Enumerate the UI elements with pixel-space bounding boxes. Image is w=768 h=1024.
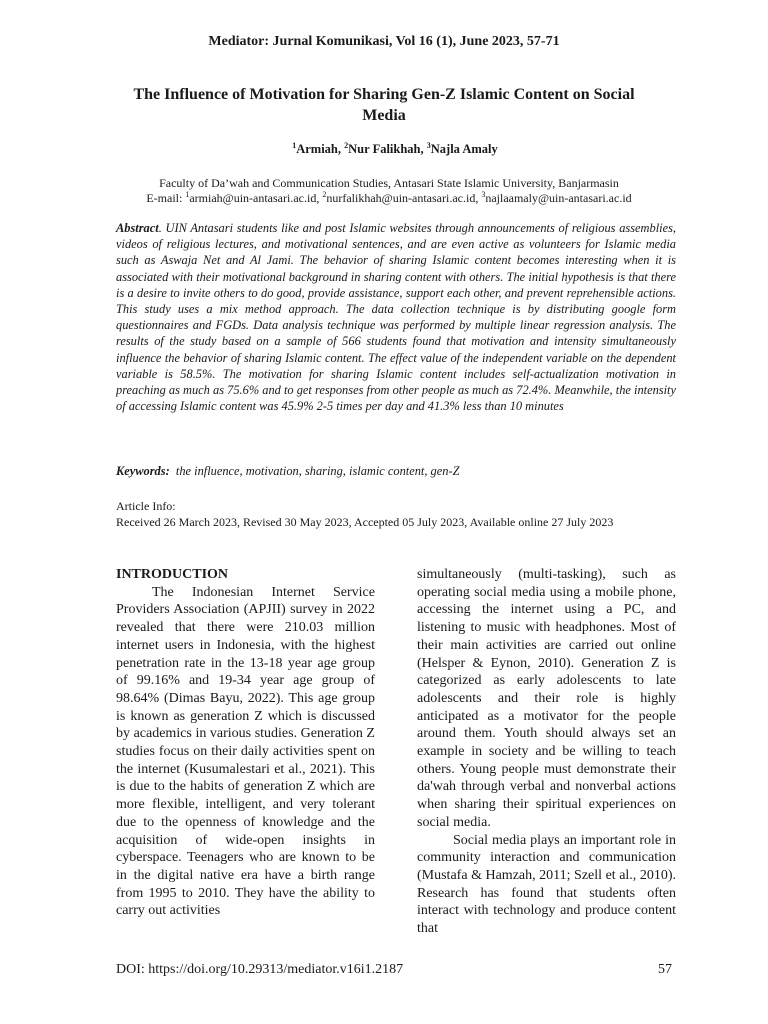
left-paragraph: The Indonesian Internet Service Providers Association (APJII) survey in 2022 revealed that there were 210.03 million internet users in Indonesia, with the highest penetration rate in the 13-18 year age group of 99.16% and 19-34 year age group of 98.64% (Dimas Bayu, 2022). This age group is known as generation Z which is discussed by academics in various studies. Generation Z studies focus on their daily activities spent on the internet (Kusumalestari et al., 2021). This is due to the habits of generation Z which are more flexible, intelligent, and very tolerant due to the openness of knowledge and the acquisition of wide-open insights in cyberspace. Teenagers who are known to be in the digital native era have a birth range from 1995 to 2010. They have the ability to carry out activities (116, 584, 375, 919)
author-3: Najla Amaly (430, 142, 498, 156)
article-info (116, 499, 676, 530)
email-line (0, 191, 768, 206)
email-2: nurfalikhah@uin-antasari.ac.id, (326, 191, 482, 205)
email-3: najlaamaly@uin-antasari.ac.id (485, 191, 632, 205)
doi-link[interactable]: DOI: https://doi.org/10.29313/mediator.v16i1.2187 (116, 962, 404, 977)
author-3-sup: 3 (426, 140, 431, 150)
keywords (116, 464, 676, 479)
author-1: Armiah, (296, 142, 345, 156)
email-1-sup: 1 (185, 190, 190, 199)
article-info-dates: Received 26 March 2023, Revised 30 May 2023, Accepted 05 July 2023, Available online 27 July 2023 (116, 514, 614, 529)
abstract-text: . UIN Antasari students like and post Islamic websites through announcements of religious assemblies, videos of religious lectures, and motivational sentences, and are even active as volunteers for Islamic media such as Aswaja Net and Al Jami. The behavior of sharing Islamic content becomes interesting when it is associated with their motivational background in sharing content with others. The initial hypothesis is that there is a desire to invite others to do good, provide assistance, support each other, and prevent reprehensible actions. This study uses a mix method approach. The data collection technique is by distributing google form questionnaires and FGDs. Data analysis technique was performed by multiple linear regression analysis. The results of the study based on a sample of 566 students found that motivation and intensity simultaneously influence the behavior of sharing Islamic content. The effect value of the independent variable on the dependent variable is 58.5%. The motivation for sharing Islamic content includes self-actualization motivation in preaching as much as 75.6% and to get responses from other people as much as 72.4%. Meanwhile, the intensity of accessing Islamic content was 45.9% 2-5 times per day and 41.3% less than 10 minutes (116, 221, 676, 414)
paper-title: The Influence of Motivation for Sharing Gen-Z Islamic Content on Social Media (133, 86, 635, 124)
keywords-text: the influence, motivation, sharing, islamic content, gen-Z (175, 464, 460, 478)
journal-header: Mediator: Jurnal Komunikasi, Vol 16 (1), June 2023, 57-71 (208, 34, 560, 49)
right-paragraph-2: Social media plays an important role in community interaction and communication (Mustafa & Hamzah, 2011; Szell et al., 2010). Research has found that students often interact with technology and produce content that (417, 832, 676, 937)
right-column (417, 566, 676, 938)
affiliation: Faculty of Da’wah and Communication Studies, Antasari State Islamic University, Banjarmasin (159, 176, 619, 190)
right-paragraph-1: simultaneously (multi-tasking), such as operating social media using a mobile phone, accessing the internet using a PC, and listening to music with headphones. Most of their main activities are carried out online (Helsper & Eynon, 2010). Generation Z is categorized as early adolescents to late adolescents and their role is highly anticipated as a motivator for the people around them. Youth should always set an example in society and be willing to teach others. Young people must demonstrate their da'wah through verbal and nonverbal actions when sharing their spiritual experiences on social media. (417, 567, 676, 830)
page-number: 57 (658, 962, 672, 977)
email-3-sup: 3 (481, 190, 486, 199)
keywords-label: Keywords: (116, 464, 170, 478)
intro-heading: INTRODUCTION (116, 567, 229, 582)
article-info-label: Article Info: (116, 499, 176, 513)
abstract (116, 220, 676, 414)
email-label: E-mail: (146, 191, 186, 205)
author-list (0, 142, 768, 157)
affiliation-block (0, 176, 768, 206)
author-2: Nur Falikhah, (348, 142, 427, 156)
abstract-label: Abstract (116, 221, 159, 235)
author-1-sup: 1 (292, 140, 297, 150)
email-2-sup: 2 (322, 190, 327, 199)
author-2-sup: 2 (344, 140, 349, 150)
email-1: armiah@uin-antasari.ac.id, (189, 191, 323, 205)
left-column (116, 566, 375, 920)
